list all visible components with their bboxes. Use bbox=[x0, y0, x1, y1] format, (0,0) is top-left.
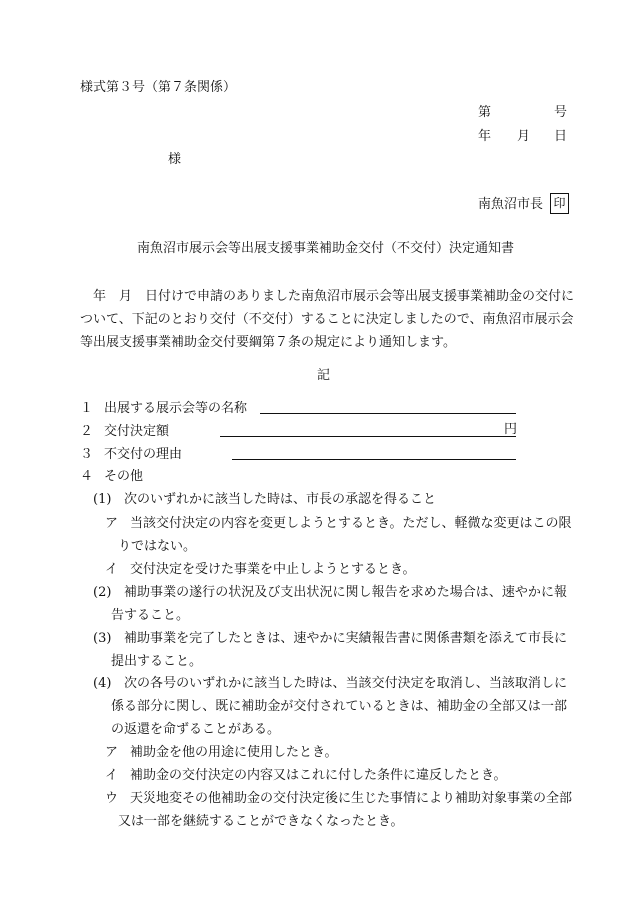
clause-4-line-1: 次の各号のいずれかに該当した時は、当該交付決定を取消し、当該取消しに bbox=[124, 676, 567, 691]
clause-2-line-2: 告すること。 bbox=[111, 608, 190, 623]
clause-4-u-mark: ウ bbox=[105, 791, 119, 806]
intro-line-2: ついて、下記のとおり交付（不交付）することに決定しましたので、南魚沼市展示会 bbox=[80, 312, 574, 327]
clause-2-number: (2) bbox=[93, 585, 112, 600]
clause-4-number: (4) bbox=[93, 676, 112, 691]
clause-1-a-line-1: 当該交付決定の内容を変更しようとするとき。ただし、軽微な変更はこの限 bbox=[130, 516, 572, 531]
date-year: 年 bbox=[478, 129, 492, 144]
item-1-number: １ bbox=[80, 401, 94, 416]
clause-4-line-2: 係る部分に関し、既に補助金が交付されているときは、補助金の全部又は一部 bbox=[111, 699, 567, 714]
clause-2-line-1: 補助事業の遂行の状況及び支出状況に関し報告を求めた場合は、速やかに報 bbox=[124, 585, 567, 600]
issuer-title: 南魚沼市長 bbox=[478, 197, 544, 212]
item-3-number: ３ bbox=[80, 447, 94, 462]
clause-3-line-2: 提出すること。 bbox=[111, 654, 203, 669]
intro-line-3: 等出展支援事業補助金交付要綱第７条の規定により通知します。 bbox=[80, 335, 456, 350]
clause-4-u-line-2: 又は一部を継続することができなくなったとき。 bbox=[118, 814, 404, 829]
clause-4-a-text: 補助金を他の用途に使用したとき。 bbox=[130, 745, 338, 760]
item-1-label: 出展する展示会等の名称 bbox=[104, 401, 248, 416]
clause-4-line-3: の返還を命ずることがある。 bbox=[111, 722, 281, 737]
seal-box: 印 bbox=[550, 193, 569, 214]
addressee-suffix: 様 bbox=[168, 152, 182, 167]
intro-line-1: 年 月 日付けで申請のありました南魚沼市展示会等出展支援事業補助金の交付に bbox=[93, 289, 575, 304]
item-2-number: ２ bbox=[80, 424, 94, 439]
clause-3-number: (3) bbox=[93, 631, 112, 646]
clause-4-i-mark: イ bbox=[105, 768, 119, 783]
item-3-label: 不交付の理由 bbox=[104, 447, 183, 462]
document-title: 南魚沼市展示会等出展支援事業補助金交付（不交付）決定通知書 bbox=[137, 241, 515, 256]
clause-1-i-mark: イ bbox=[105, 562, 119, 577]
item-2-blank-line bbox=[220, 436, 516, 437]
clause-1-text: 次のいずれかに該当した時は、市長の承認を得ること bbox=[124, 492, 437, 507]
item-3-blank-line bbox=[232, 459, 516, 460]
item-4-number: ４ bbox=[80, 469, 94, 484]
item-2-unit: 円 bbox=[504, 422, 518, 437]
clause-4-u-line-1: 天災地変その他補助金の交付決定後に生じた事情により補助対象事業の全部 bbox=[130, 791, 573, 806]
doc-number-go: 号 bbox=[554, 105, 568, 120]
clause-1-a-line-2: りではない。 bbox=[118, 539, 197, 554]
clause-1-i-text: 交付決定を受けた事業を中止しようとするとき。 bbox=[130, 562, 416, 577]
item-2-label: 交付決定額 bbox=[104, 424, 170, 439]
date-day: 日 bbox=[554, 129, 568, 144]
item-1-blank-line bbox=[260, 413, 516, 414]
clause-4-i-text: 補助金の交付決定の内容又はこれに付した条件に違反したとき。 bbox=[130, 768, 507, 783]
doc-number-dai: 第 bbox=[478, 105, 492, 120]
clause-4-a-mark: ア bbox=[105, 745, 119, 760]
clause-1-number: (1) bbox=[93, 492, 112, 507]
date-month: 月 bbox=[517, 129, 531, 144]
ki-marker: 記 bbox=[317, 368, 331, 383]
item-4-label: その他 bbox=[104, 469, 144, 484]
form-label: 様式第３号（第７条関係） bbox=[80, 80, 237, 95]
clause-1-a-mark: ア bbox=[105, 516, 119, 531]
clause-3-line-1: 補助事業を完了したときは、速やかに実績報告書に関係書類を添えて市長に bbox=[124, 631, 567, 646]
